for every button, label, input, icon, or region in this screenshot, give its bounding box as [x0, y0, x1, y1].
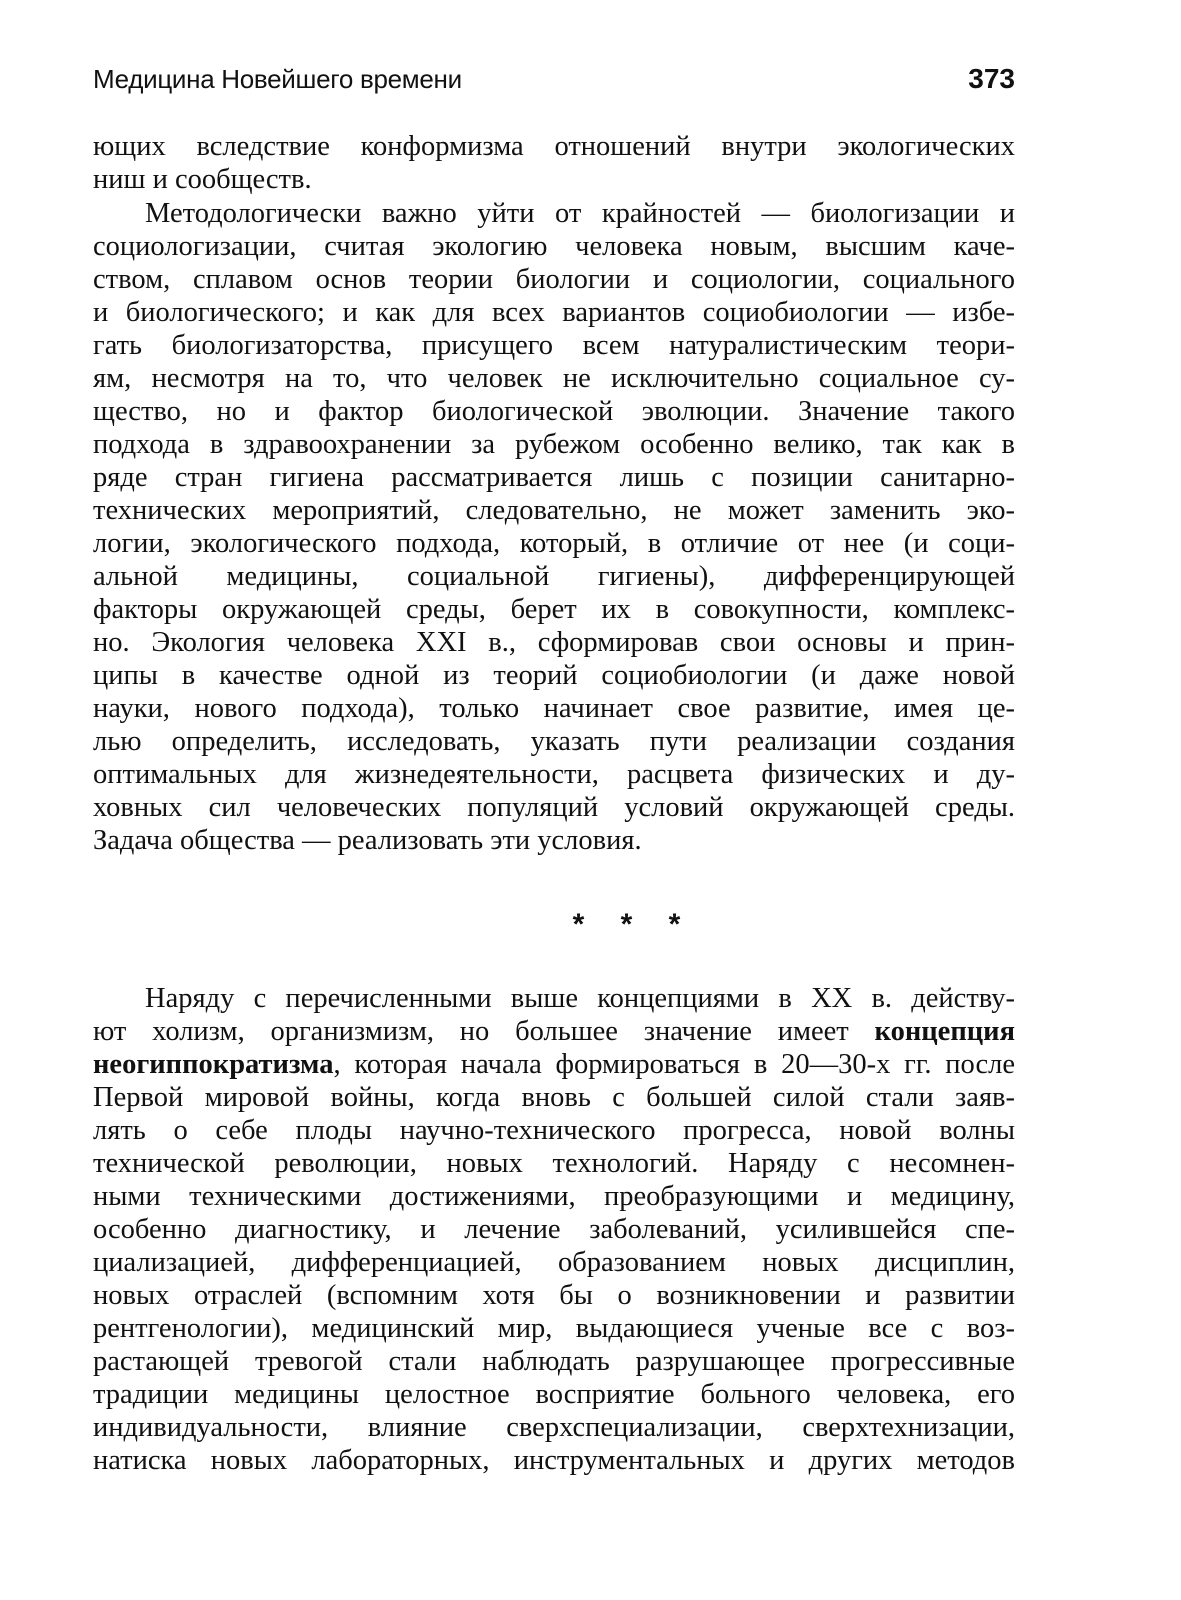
text-line: растающей тревогой стали наблюдать разрушающее прогрессивные [93, 1346, 1015, 1377]
text-line: факторы окружающей среды, берет их в совокупности, комплекс- [93, 594, 1015, 625]
bold-term: неогиппократизма [93, 1049, 334, 1080]
text-line: ципы в качестве одной из теорий социобиологии (и даже новой [93, 660, 1015, 691]
text-line: новых отраслей (вспомним хотя бы о возникновении и развитии [93, 1280, 1015, 1311]
text-line: традиции медицины целостное восприятие больного человека, его [93, 1379, 1015, 1410]
text-line: но. Экология человека XXI в., сформировав свои основы и прин- [93, 627, 1015, 658]
text-line: Первой мировой войны, когда вновь с большей силой стали заяв- [93, 1082, 1015, 1113]
paragraph-neohippocratism [93, 982, 1015, 1477]
text-line: технических мероприятий, следовательно, не может заменить эко- [93, 495, 1015, 526]
text-line: щество, но и фактор биологической эволюции. Значение такого [93, 396, 1015, 427]
text-line: науки, нового подхода), только начинает свое развитие, имея це- [93, 693, 1015, 724]
text-line: ниш и сообществ. [93, 164, 312, 195]
text-line: натиска новых лабораторных, инструментальных и других методов [93, 1445, 1015, 1476]
text-line: Задача общества — реализовать эти условия. [93, 825, 642, 856]
running-title: Медицина Новейшего времени [93, 64, 462, 94]
running-header [93, 62, 1015, 98]
text-line: особенно диагностику, и лечение заболеваний, усилившейся спе- [93, 1214, 1015, 1245]
text-fragment: , которая начала формироваться в 20—30-х гг. после [333, 1049, 1015, 1080]
text-line: лью определить, исследовать, указать пути реализации создания [93, 726, 1015, 757]
text-line: ховных сил человеческих популяций условий окружающей среды. [93, 792, 1015, 823]
section-separator: * * * [572, 908, 695, 941]
text-line: оптимальных для жизнедеятельности, расцвета физических и ду- [93, 759, 1015, 790]
text-line: гать биологизаторства, присущего всем натуралистическим теори- [93, 330, 1015, 361]
text-line: социологизации, считая экологию человека новым, высшим каче- [93, 231, 1015, 262]
text-line: рентгенологии), медицинский мир, выдающиеся ученые все с воз- [93, 1313, 1015, 1344]
text-line: и биологического; и как для всех вариантов социобиологии — избе- [93, 297, 1015, 328]
text-line: лять о себе плоды научно-технического прогресса, новой волны [93, 1115, 1015, 1146]
text-line: логии, экологического подхода, который, в отличие от нее (и соци- [93, 528, 1015, 559]
text-line [93, 1015, 1015, 1048]
text-line [93, 1048, 1015, 1081]
text-line: Методологически важно уйти от крайностей — биологизации и [145, 198, 1015, 229]
text-line: ством, сплавом основ теории биологии и социологии, социального [93, 264, 1015, 295]
paragraph-continuation [93, 130, 1015, 196]
text-line: ряде стран гигиена рассматривается лишь с позиции санитарно- [93, 462, 1015, 493]
text-line: ющих вследствие конформизма отношений внутри экологических [93, 131, 1015, 162]
bold-term: концепция [874, 1016, 1015, 1047]
text-line: ям, несмотря на то, что человек не исключительно социальное су- [93, 363, 1015, 394]
text-line: подхода в здравоохранении за рубежом особенно велико, так как в [93, 429, 1015, 460]
text-fragment: ют холизм, организмизм, но большее значение имеет [93, 1016, 875, 1047]
text-line: циализацией, дифференциацией, образованием новых дисциплин, [93, 1247, 1015, 1278]
paragraph-methodology [93, 197, 1015, 857]
page-number: 373 [968, 63, 1015, 94]
text-line: ными техническими достижениями, преобразующими и медицину, [93, 1181, 1015, 1212]
text-line: индивидуальности, влияние сверхспециализации, сверхтехнизации, [93, 1412, 1015, 1443]
text-line: альной медицины, социальной гигиены), дифференцирующей [93, 561, 1015, 592]
text-line: Наряду с перечисленными выше концепциями в XX в. действу- [145, 983, 1015, 1014]
text-line: технической революции, новых технологий. Наряду с несомнен- [93, 1148, 1015, 1179]
